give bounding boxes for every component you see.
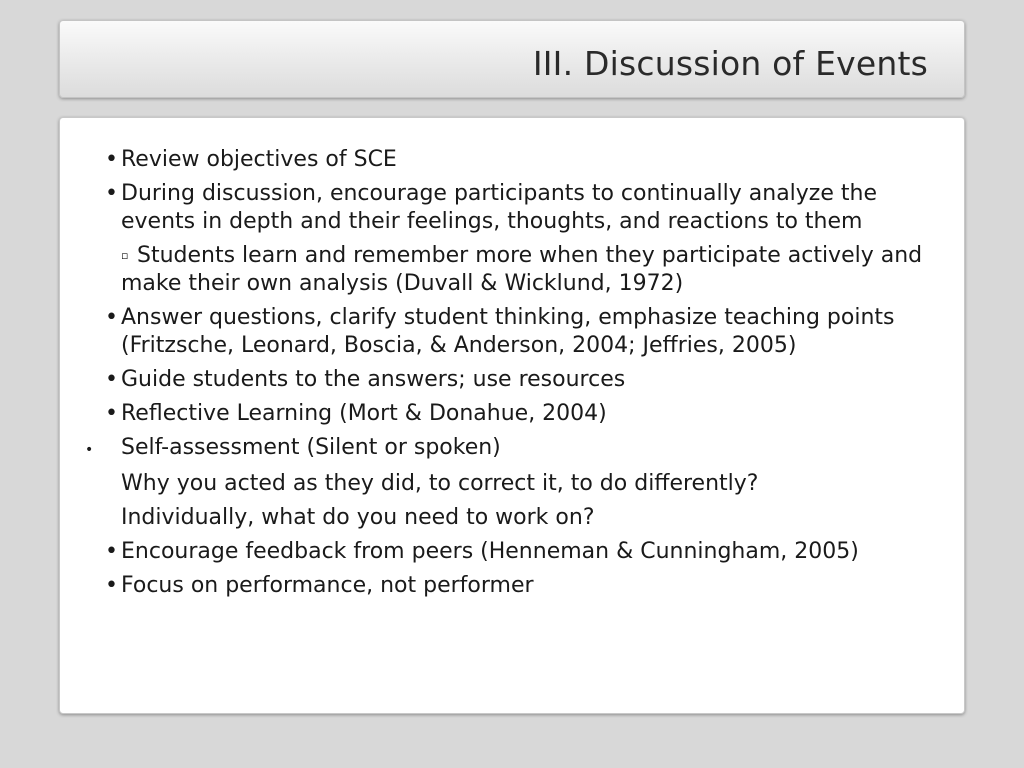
- bullet-item: [85, 366, 945, 394]
- bullet-text: Encourage feedback from peers (Henneman & Cunningham, 2005): [121, 539, 859, 564]
- bullet-text: Guide students to the answers; use resources: [121, 367, 626, 392]
- bullet-list: [85, 146, 945, 606]
- bullet-item: [85, 504, 945, 532]
- bullet-item: [85, 304, 945, 360]
- bullet-marker: •: [105, 573, 118, 598]
- bullet-marker: •: [105, 181, 118, 206]
- bullet-item: [85, 400, 945, 428]
- sub-bullet-text: Students learn and remember more when they participate actively and make their own analysis (Duvall & Wicklund, 1972): [121, 243, 923, 296]
- bullet-marker: •: [85, 442, 94, 458]
- bullet-text: Review objectives of SCE: [121, 147, 397, 172]
- bullet-item: [85, 180, 945, 236]
- bullet-text: Individually, what do you need to work on?: [121, 505, 595, 530]
- bullet-marker: •: [105, 305, 118, 330]
- bullet-marker: •: [105, 401, 118, 426]
- slide-title: III. Discussion of Events: [532, 44, 928, 83]
- bullet-text: Self-assessment (Silent or spoken): [121, 435, 501, 460]
- bullet-text: During discussion, encourage participants to continually analyze the events in depth and their feelings, thoughts, and reactions to them: [121, 181, 877, 234]
- bullet-text: Reflective Learning (Mort & Donahue, 2004): [121, 401, 607, 426]
- bullet-text: Answer questions, clarify student thinking, emphasize teaching points (Fritzsche, Leonard, Boscia, & Anderson, 2004; Jeffries, 2005): [121, 305, 895, 358]
- bullet-item: [85, 470, 945, 498]
- bullet-item: [85, 434, 945, 464]
- bullet-item: [85, 572, 945, 600]
- sub-bullet-item: [85, 242, 945, 298]
- slide-title-box: [59, 20, 965, 98]
- sub-bullet-marker: ▫: [121, 249, 129, 262]
- slide-content-box: [59, 117, 965, 714]
- bullet-text: Focus on performance, not performer: [121, 573, 534, 598]
- bullet-item: [85, 146, 945, 174]
- bullet-text: Why you acted as they did, to correct it, to do differently?: [121, 471, 759, 496]
- bullet-marker: •: [105, 147, 118, 172]
- bullet-marker: •: [105, 367, 118, 392]
- bullet-marker: •: [105, 539, 118, 564]
- bullet-item: [85, 538, 945, 566]
